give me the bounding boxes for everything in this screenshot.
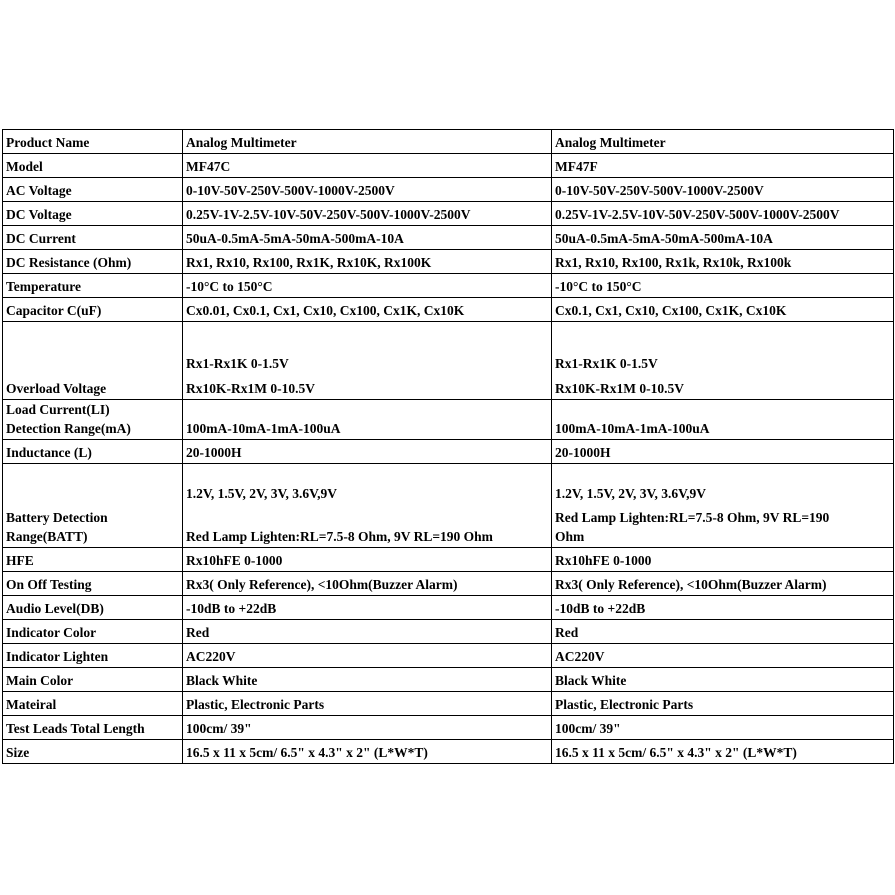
mf47c-value: 0-10V-50V-250V-500V-1000V-2500V — [183, 178, 552, 202]
table-row — [3, 154, 894, 178]
mf47c-value: 0.25V-1V-2.5V-10V-50V-250V-500V-1000V-2500V — [183, 202, 552, 226]
mf47f-value: -10°C to 150°C — [552, 274, 894, 298]
mf47c-value: -10dB to +22dB — [183, 596, 552, 620]
mf47c-value: 100mA-10mA-1mA-100uA — [183, 400, 552, 440]
mf47c-value: -10°C to 150°C — [183, 274, 552, 298]
mf47c-value: AC220V — [183, 644, 552, 668]
mf47c-value — [183, 322, 552, 400]
mf47f-value: Analog Multimeter — [552, 130, 894, 154]
mf47f-value: Black White — [552, 668, 894, 692]
row-label: Main Color — [3, 668, 183, 692]
mf47c-value: Rx10hFE 0-1000 — [183, 548, 552, 572]
label-line: Detection Range(mA) — [6, 421, 131, 436]
table-row — [3, 250, 894, 274]
label-line: Load Current(LI) — [6, 402, 110, 417]
mf47c-value: 50uA-0.5mA-5mA-50mA-500mA-10A — [183, 226, 552, 250]
table-row-battery — [3, 464, 894, 548]
mf47f-value — [552, 322, 894, 400]
mf47c-value: Analog Multimeter — [183, 130, 552, 154]
mf47f-value: 100cm/ 39" — [552, 716, 894, 740]
table-row — [3, 572, 894, 596]
mf47f-value: 50uA-0.5mA-5mA-50mA-500mA-10A — [552, 226, 894, 250]
table-row — [3, 644, 894, 668]
row-label: On Off Testing — [3, 572, 183, 596]
row-label — [3, 400, 183, 440]
mf47c-value — [183, 464, 552, 548]
mf47f-value — [552, 464, 894, 548]
row-label: DC Current — [3, 226, 183, 250]
mf47c-value: Black White — [183, 668, 552, 692]
row-label: Product Name — [3, 130, 183, 154]
row-label: Indicator Lighten — [3, 644, 183, 668]
row-label: AC Voltage — [3, 178, 183, 202]
row-label: Size — [3, 740, 183, 764]
mf47c-value: Red — [183, 620, 552, 644]
mf47c-value: Rx1, Rx10, Rx100, Rx1K, Rx10K, Rx100K — [183, 250, 552, 274]
mf47f-value: Plastic, Electronic Parts — [552, 692, 894, 716]
value-line: Ohm — [555, 529, 585, 544]
row-label: DC Voltage — [3, 202, 183, 226]
value-line: Rx10K-Rx1M 0-10.5V — [555, 381, 684, 396]
table-row — [3, 692, 894, 716]
row-label: HFE — [3, 548, 183, 572]
table-row — [3, 130, 894, 154]
row-label — [3, 464, 183, 548]
table-row — [3, 178, 894, 202]
value-line: Red Lamp Lighten:RL=7.5-8 Ohm, 9V RL=190 — [555, 510, 830, 525]
mf47c-value: 16.5 x 11 x 5cm/ 6.5" x 4.3" x 2" (L*W*T) — [183, 740, 552, 764]
mf47f-value: Rx3( Only Reference), <10Ohm(Buzzer Alarm) — [552, 572, 894, 596]
value-line: Rx10K-Rx1M 0-10.5V — [186, 381, 315, 396]
mf47c-value: 100cm/ 39" — [183, 716, 552, 740]
row-label: Overload Voltage — [3, 322, 183, 400]
value-line: 1.2V, 1.5V, 2V, 3V, 3.6V,9V — [555, 486, 707, 501]
mf47c-value: Cx0.01, Cx0.1, Cx1, Cx10, Cx100, Cx1K, Cx10K — [183, 298, 552, 322]
mf47f-value: -10dB to +22dB — [552, 596, 894, 620]
mf47f-value: Rx10hFE 0-1000 — [552, 548, 894, 572]
spec-table — [2, 129, 894, 764]
value-line: 1.2V, 1.5V, 2V, 3V, 3.6V,9V — [186, 486, 338, 501]
table-row — [3, 548, 894, 572]
row-label: Inductance (L) — [3, 440, 183, 464]
table-row — [3, 202, 894, 226]
value-line: Rx1-Rx1K 0-1.5V — [186, 356, 289, 371]
table-row — [3, 668, 894, 692]
row-label: Capacitor C(uF) — [3, 298, 183, 322]
mf47f-value: 0-10V-50V-250V-500V-1000V-2500V — [552, 178, 894, 202]
mf47c-value: MF47C — [183, 154, 552, 178]
mf47f-value: 0.25V-1V-2.5V-10V-50V-250V-500V-1000V-2500V — [552, 202, 894, 226]
label-line: Range(BATT) — [6, 529, 88, 544]
table-row — [3, 440, 894, 464]
row-label: Model — [3, 154, 183, 178]
label-line: Battery Detection — [6, 510, 108, 525]
mf47f-value: 20-1000H — [552, 440, 894, 464]
mf47f-value: Red — [552, 620, 894, 644]
value-line: Rx1-Rx1K 0-1.5V — [555, 356, 658, 371]
row-label: Audio Level(DB) — [3, 596, 183, 620]
table-row — [3, 620, 894, 644]
mf47c-value: Rx3( Only Reference), <10Ohm(Buzzer Alarm) — [183, 572, 552, 596]
row-label: DC Resistance (Ohm) — [3, 250, 183, 274]
mf47c-value: 20-1000H — [183, 440, 552, 464]
mf47f-value: Rx1, Rx10, Rx100, Rx1k, Rx10k, Rx100k — [552, 250, 894, 274]
row-label: Indicator Color — [3, 620, 183, 644]
row-label: Temperature — [3, 274, 183, 298]
mf47f-value: 16.5 x 11 x 5cm/ 6.5" x 4.3" x 2" (L*W*T) — [552, 740, 894, 764]
mf47f-value: MF47F — [552, 154, 894, 178]
row-label: Mateiral — [3, 692, 183, 716]
row-label: Test Leads Total Length — [3, 716, 183, 740]
mf47f-value: Cx0.1, Cx1, Cx10, Cx100, Cx1K, Cx10K — [552, 298, 894, 322]
table-row — [3, 716, 894, 740]
table-row — [3, 596, 894, 620]
table-row — [3, 298, 894, 322]
table-row-load-current — [3, 400, 894, 440]
table-row — [3, 226, 894, 250]
value-line: Red Lamp Lighten:RL=7.5-8 Ohm, 9V RL=190 Ohm — [186, 529, 493, 544]
mf47c-value: Plastic, Electronic Parts — [183, 692, 552, 716]
mf47f-value: 100mA-10mA-1mA-100uA — [552, 400, 894, 440]
table-row — [3, 274, 894, 298]
table-row-overload — [3, 322, 894, 400]
table-row — [3, 740, 894, 764]
mf47f-value: AC220V — [552, 644, 894, 668]
